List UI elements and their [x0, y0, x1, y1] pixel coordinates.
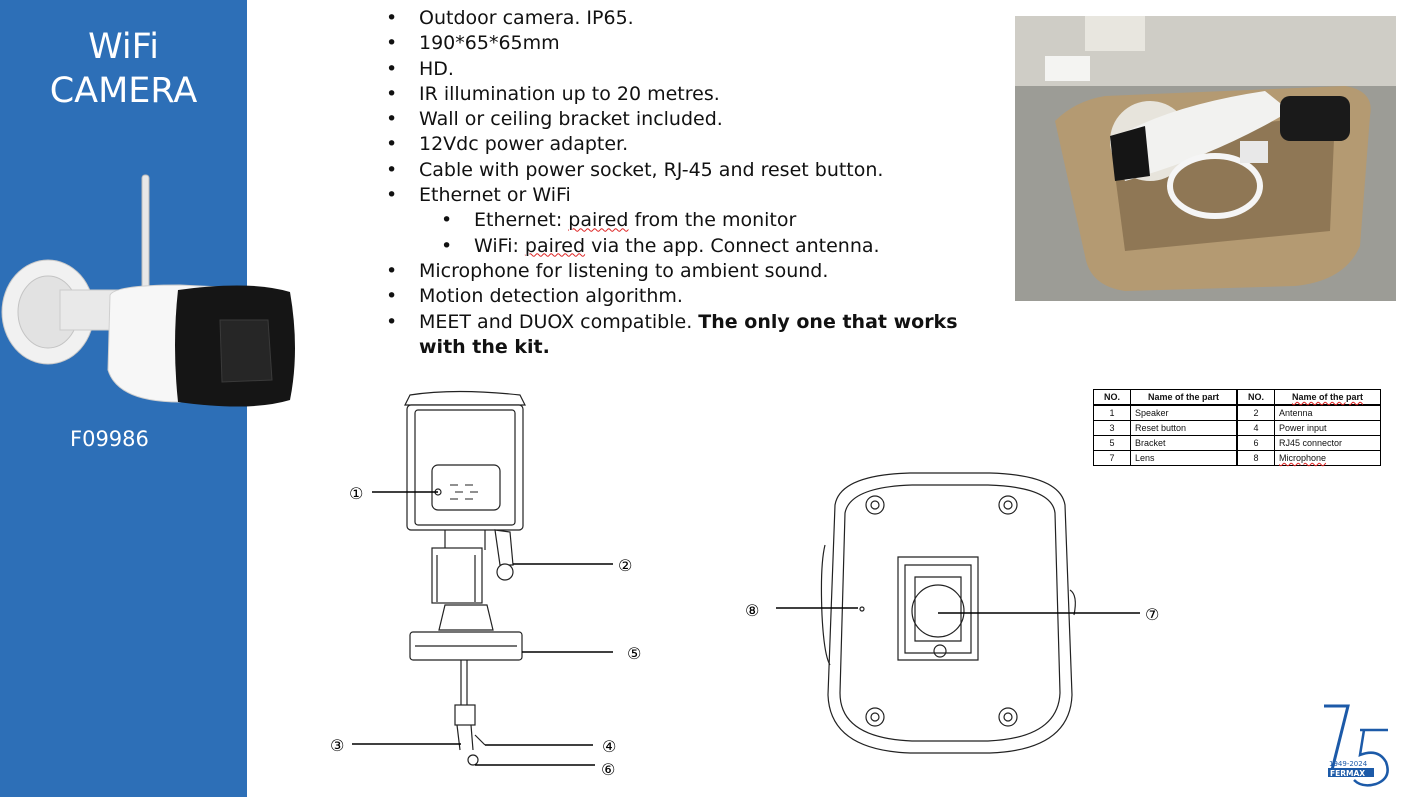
feature-item: • HD.	[384, 57, 984, 82]
part-name: Antenna	[1275, 405, 1381, 421]
callout-2: ②	[618, 556, 633, 575]
callout-1: ①	[349, 484, 364, 503]
packaging-photo	[1015, 16, 1396, 301]
product-code: F09986	[70, 427, 149, 451]
sub-feature-ethernet	[384, 208, 984, 233]
part-number: 7	[1094, 451, 1131, 466]
part-number: 8	[1237, 451, 1275, 466]
sidebar-title-line2: CAMERA	[49, 71, 198, 111]
header-no: NO.	[1237, 390, 1275, 406]
part-name: Power input	[1275, 421, 1381, 436]
part-number: 5	[1094, 436, 1131, 451]
sub-feature-text: Ethernet:	[474, 209, 569, 232]
compat-bold-text: The only one that works with the kit.	[419, 310, 958, 358]
part-number: 4	[1237, 421, 1275, 436]
sidebar-title-line1: WiFi	[88, 27, 159, 67]
table-row	[1094, 405, 1381, 421]
header-part-name-text: Name of the part	[1291, 392, 1363, 402]
header-part-name-text: Name of the part	[1147, 392, 1219, 402]
callout-6: ⑥	[601, 760, 616, 779]
header-part-name	[1275, 390, 1381, 406]
part-name: Reset button	[1131, 421, 1238, 436]
side-view-callouts	[325, 380, 655, 790]
sub-feature-text: from the monitor	[628, 209, 797, 232]
table-row	[1094, 436, 1381, 451]
feature-item: • Outdoor camera. IP65.	[384, 6, 984, 31]
compat-text: MEET and DUOX compatible.	[419, 310, 699, 333]
feature-item: • Motion detection algorithm.	[384, 284, 984, 309]
table-header-row	[1094, 390, 1381, 406]
feature-item-compat	[384, 310, 984, 361]
callout-5: ⑤	[627, 644, 642, 663]
callout-7: ⑦	[1145, 605, 1160, 624]
spelling-flag-word: paired	[524, 234, 586, 257]
part-name: Speaker	[1131, 405, 1238, 421]
header-no: NO.	[1094, 390, 1131, 406]
part-name: RJ45 connector	[1275, 436, 1381, 451]
feature-item: • IR illumination up to 20 metres.	[384, 82, 984, 107]
feature-item: • 12Vdc power adapter.	[384, 132, 984, 157]
logo-years: 1949-2024	[1329, 760, 1368, 768]
part-name: Lens	[1131, 451, 1238, 466]
feature-list	[384, 6, 984, 360]
feature-item: • Cable with power socket, RJ-45 and reset button.	[384, 158, 984, 183]
sub-feature-text: via the app. Connect antenna.	[585, 234, 880, 257]
table-row	[1094, 421, 1381, 436]
logo-brand: FERMAX	[1330, 769, 1366, 778]
feature-item: • 190*65*65mm	[384, 31, 984, 56]
part-number: 3	[1094, 421, 1131, 436]
part-name: Bracket	[1131, 436, 1238, 451]
header-part-name	[1131, 390, 1238, 406]
callout-8: ⑧	[745, 601, 760, 620]
part-name-text: Microphone	[1279, 453, 1327, 463]
feature-item: • Wall or ceiling bracket included.	[384, 107, 984, 132]
part-number: 1	[1094, 405, 1131, 421]
spelling-flag-word: paired	[568, 209, 629, 232]
part-number: 2	[1237, 405, 1275, 421]
camera-product-image	[0, 170, 300, 420]
sub-feature-text: WiFi:	[474, 234, 525, 257]
parts-table	[1093, 389, 1381, 466]
fermax-75-logo	[1318, 700, 1398, 790]
part-name	[1275, 451, 1381, 466]
callout-3: ③	[330, 736, 345, 755]
front-view-callouts	[740, 590, 1180, 630]
feature-item: • Microphone for listening to ambient sound.	[384, 259, 984, 284]
feature-item: • Ethernet or WiFi	[384, 183, 984, 208]
table-row	[1094, 451, 1381, 466]
sub-feature-wifi	[384, 234, 984, 259]
part-number: 6	[1237, 436, 1275, 451]
callout-4: ④	[602, 737, 617, 756]
